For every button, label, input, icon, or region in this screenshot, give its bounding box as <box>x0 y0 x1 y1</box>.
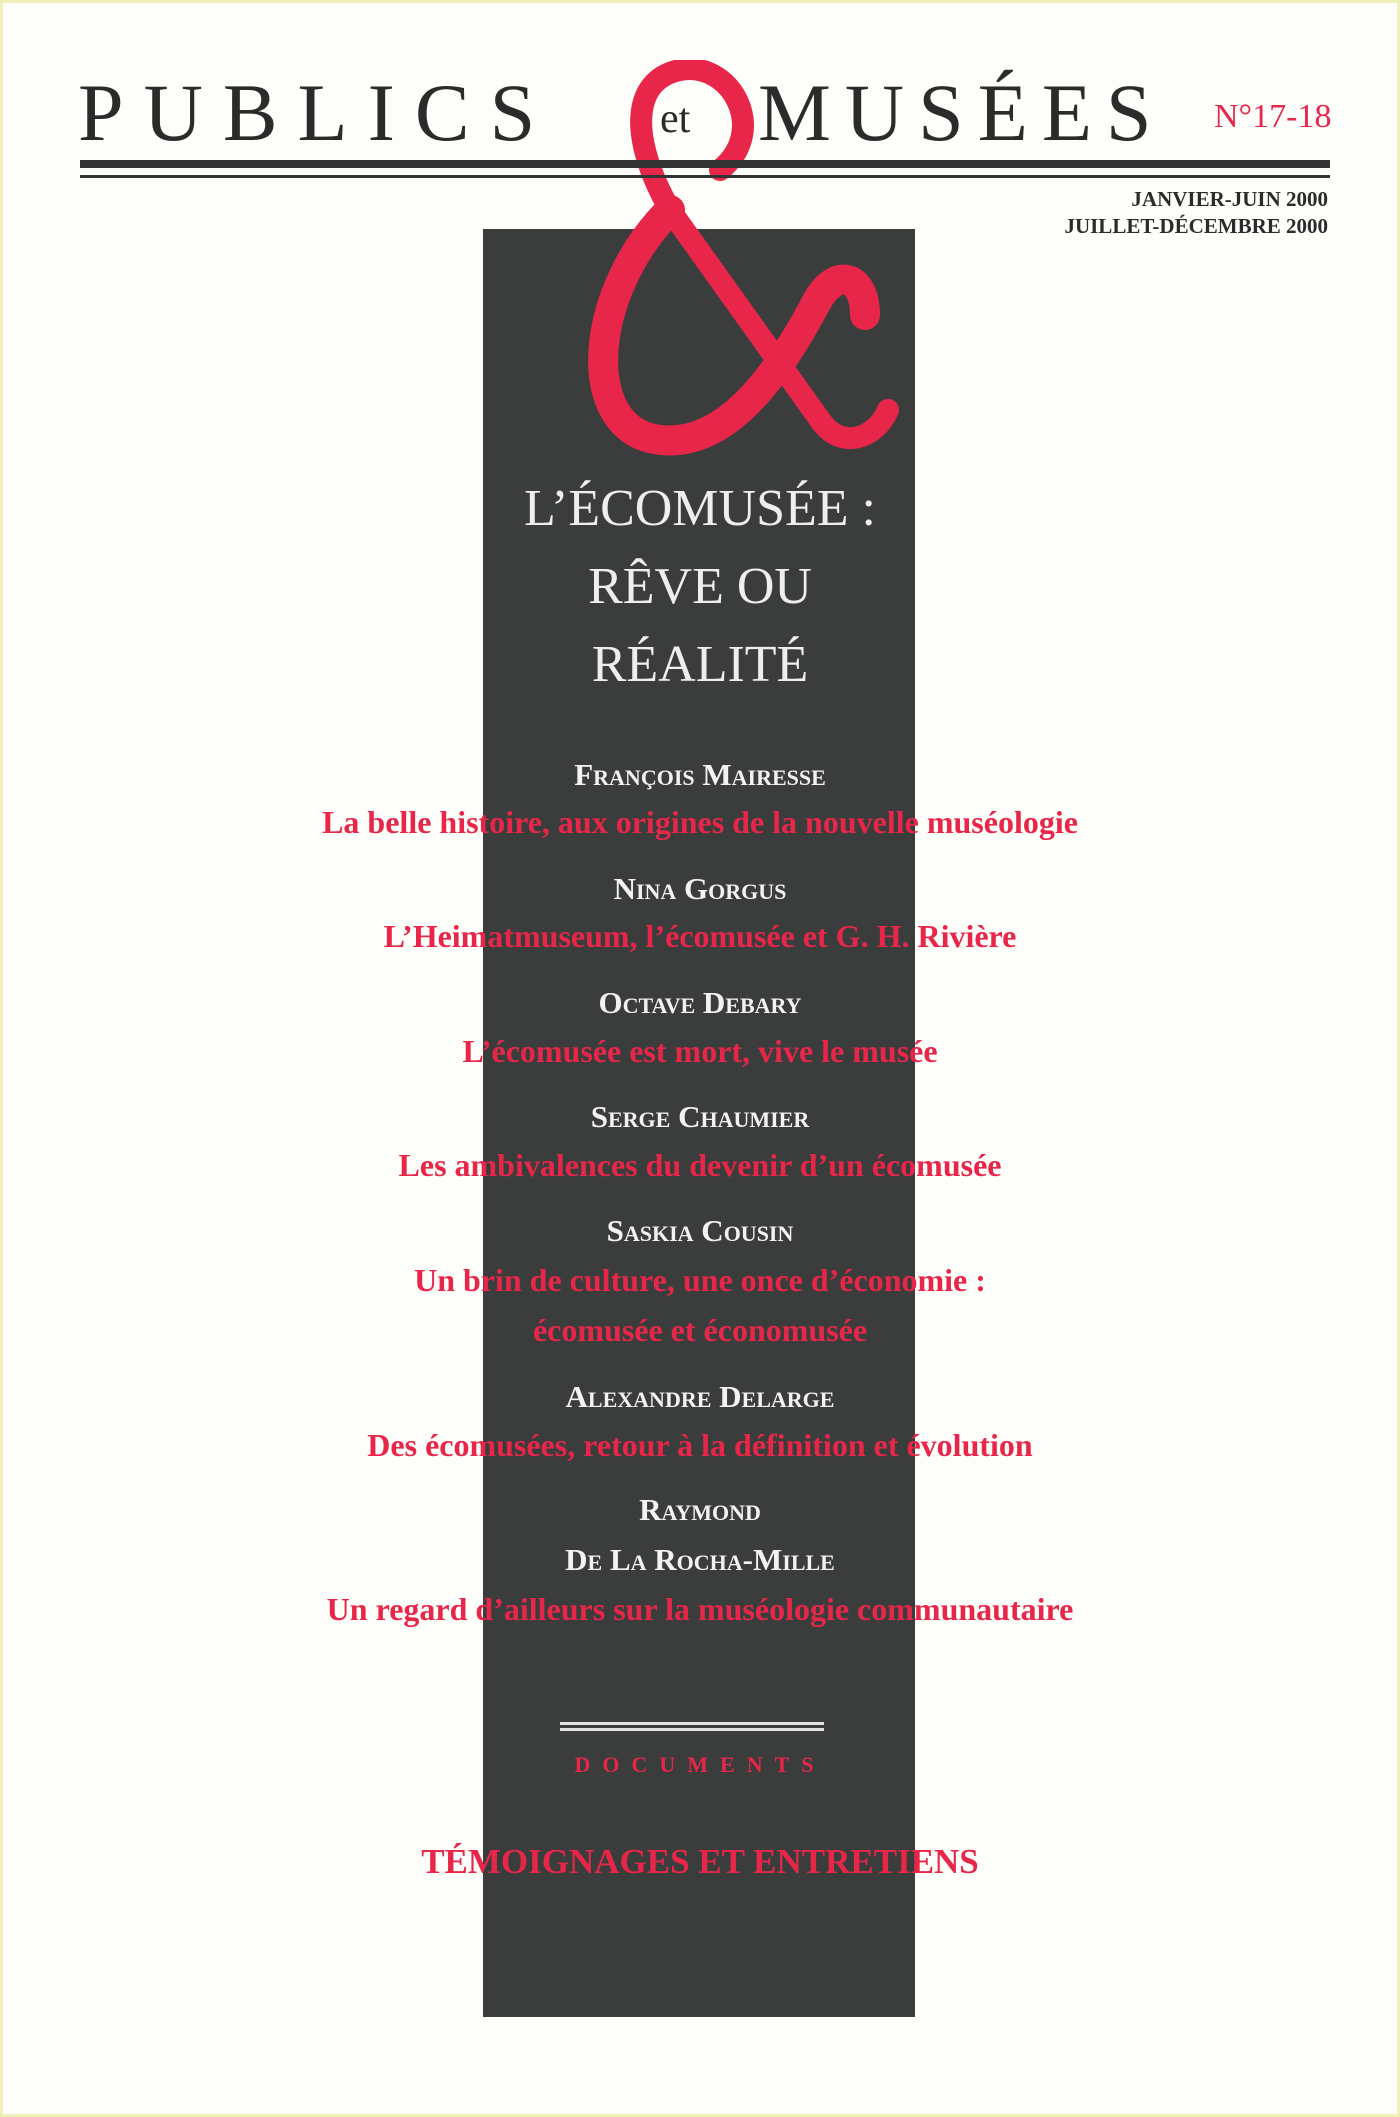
author: François Mairesse <box>574 757 826 792</box>
author: Saskia Cousin <box>606 1213 794 1248</box>
ampersand-bowl <box>603 210 865 440</box>
article-title: La belle histoire, aux origines de la nouvelle muséologie <box>322 804 1078 840</box>
author: De La Rocha-Mille <box>565 1542 835 1577</box>
masthead-publics: PUBLICS <box>78 67 556 158</box>
author: Nina Gorgus <box>613 871 787 906</box>
article-title: L’écomusée est mort, vive le musée <box>462 1033 938 1069</box>
masthead-rule-thin <box>80 175 1330 178</box>
author: Alexandre Delarge <box>565 1379 835 1414</box>
documents-rule <box>560 1722 824 1725</box>
theme-title <box>0 470 1400 704</box>
author: Octave Debary <box>598 985 802 1020</box>
author: Serge Chaumier <box>590 1099 810 1134</box>
article-title: Des écomusées, retour à la définition et évolution <box>367 1427 1033 1463</box>
theme-title-line: RÉALITÉ <box>591 636 809 693</box>
date-line: JUILLET-DÉCEMBRE 2000 <box>1064 214 1328 238</box>
documents-rule-thin <box>560 1728 824 1731</box>
issue-number: N°17-18 <box>1214 98 1332 135</box>
theme-title-line: RÊVE OU <box>588 558 812 615</box>
documents-label: DOCUMENTS <box>574 1752 826 1777</box>
masthead-et: et <box>660 96 691 142</box>
issue-dates <box>1064 186 1328 240</box>
article-title: Les ambivalences du devenir d’un écomusée <box>398 1147 1002 1183</box>
article-title: Un regard d’ailleurs sur la muséologie communautaire <box>326 1591 1074 1627</box>
date-line: JANVIER-JUIN 2000 <box>1131 187 1328 211</box>
article-title: écomusée et économusée <box>532 1312 868 1348</box>
masthead-rule <box>80 160 1330 168</box>
masthead-musees: MUSÉES <box>758 67 1166 158</box>
theme-title-line: L’ÉCOMUSÉE : <box>524 480 876 537</box>
article-title: L’Heimatmuseum, l’écomusée et G. H. Rivière <box>383 918 1017 954</box>
author: Raymond <box>639 1492 761 1527</box>
section-title: TÉMOIGNAGES ET ENTRETIENS <box>421 1842 979 1881</box>
article-title: Un brin de culture, une once d’économie : <box>414 1262 986 1298</box>
